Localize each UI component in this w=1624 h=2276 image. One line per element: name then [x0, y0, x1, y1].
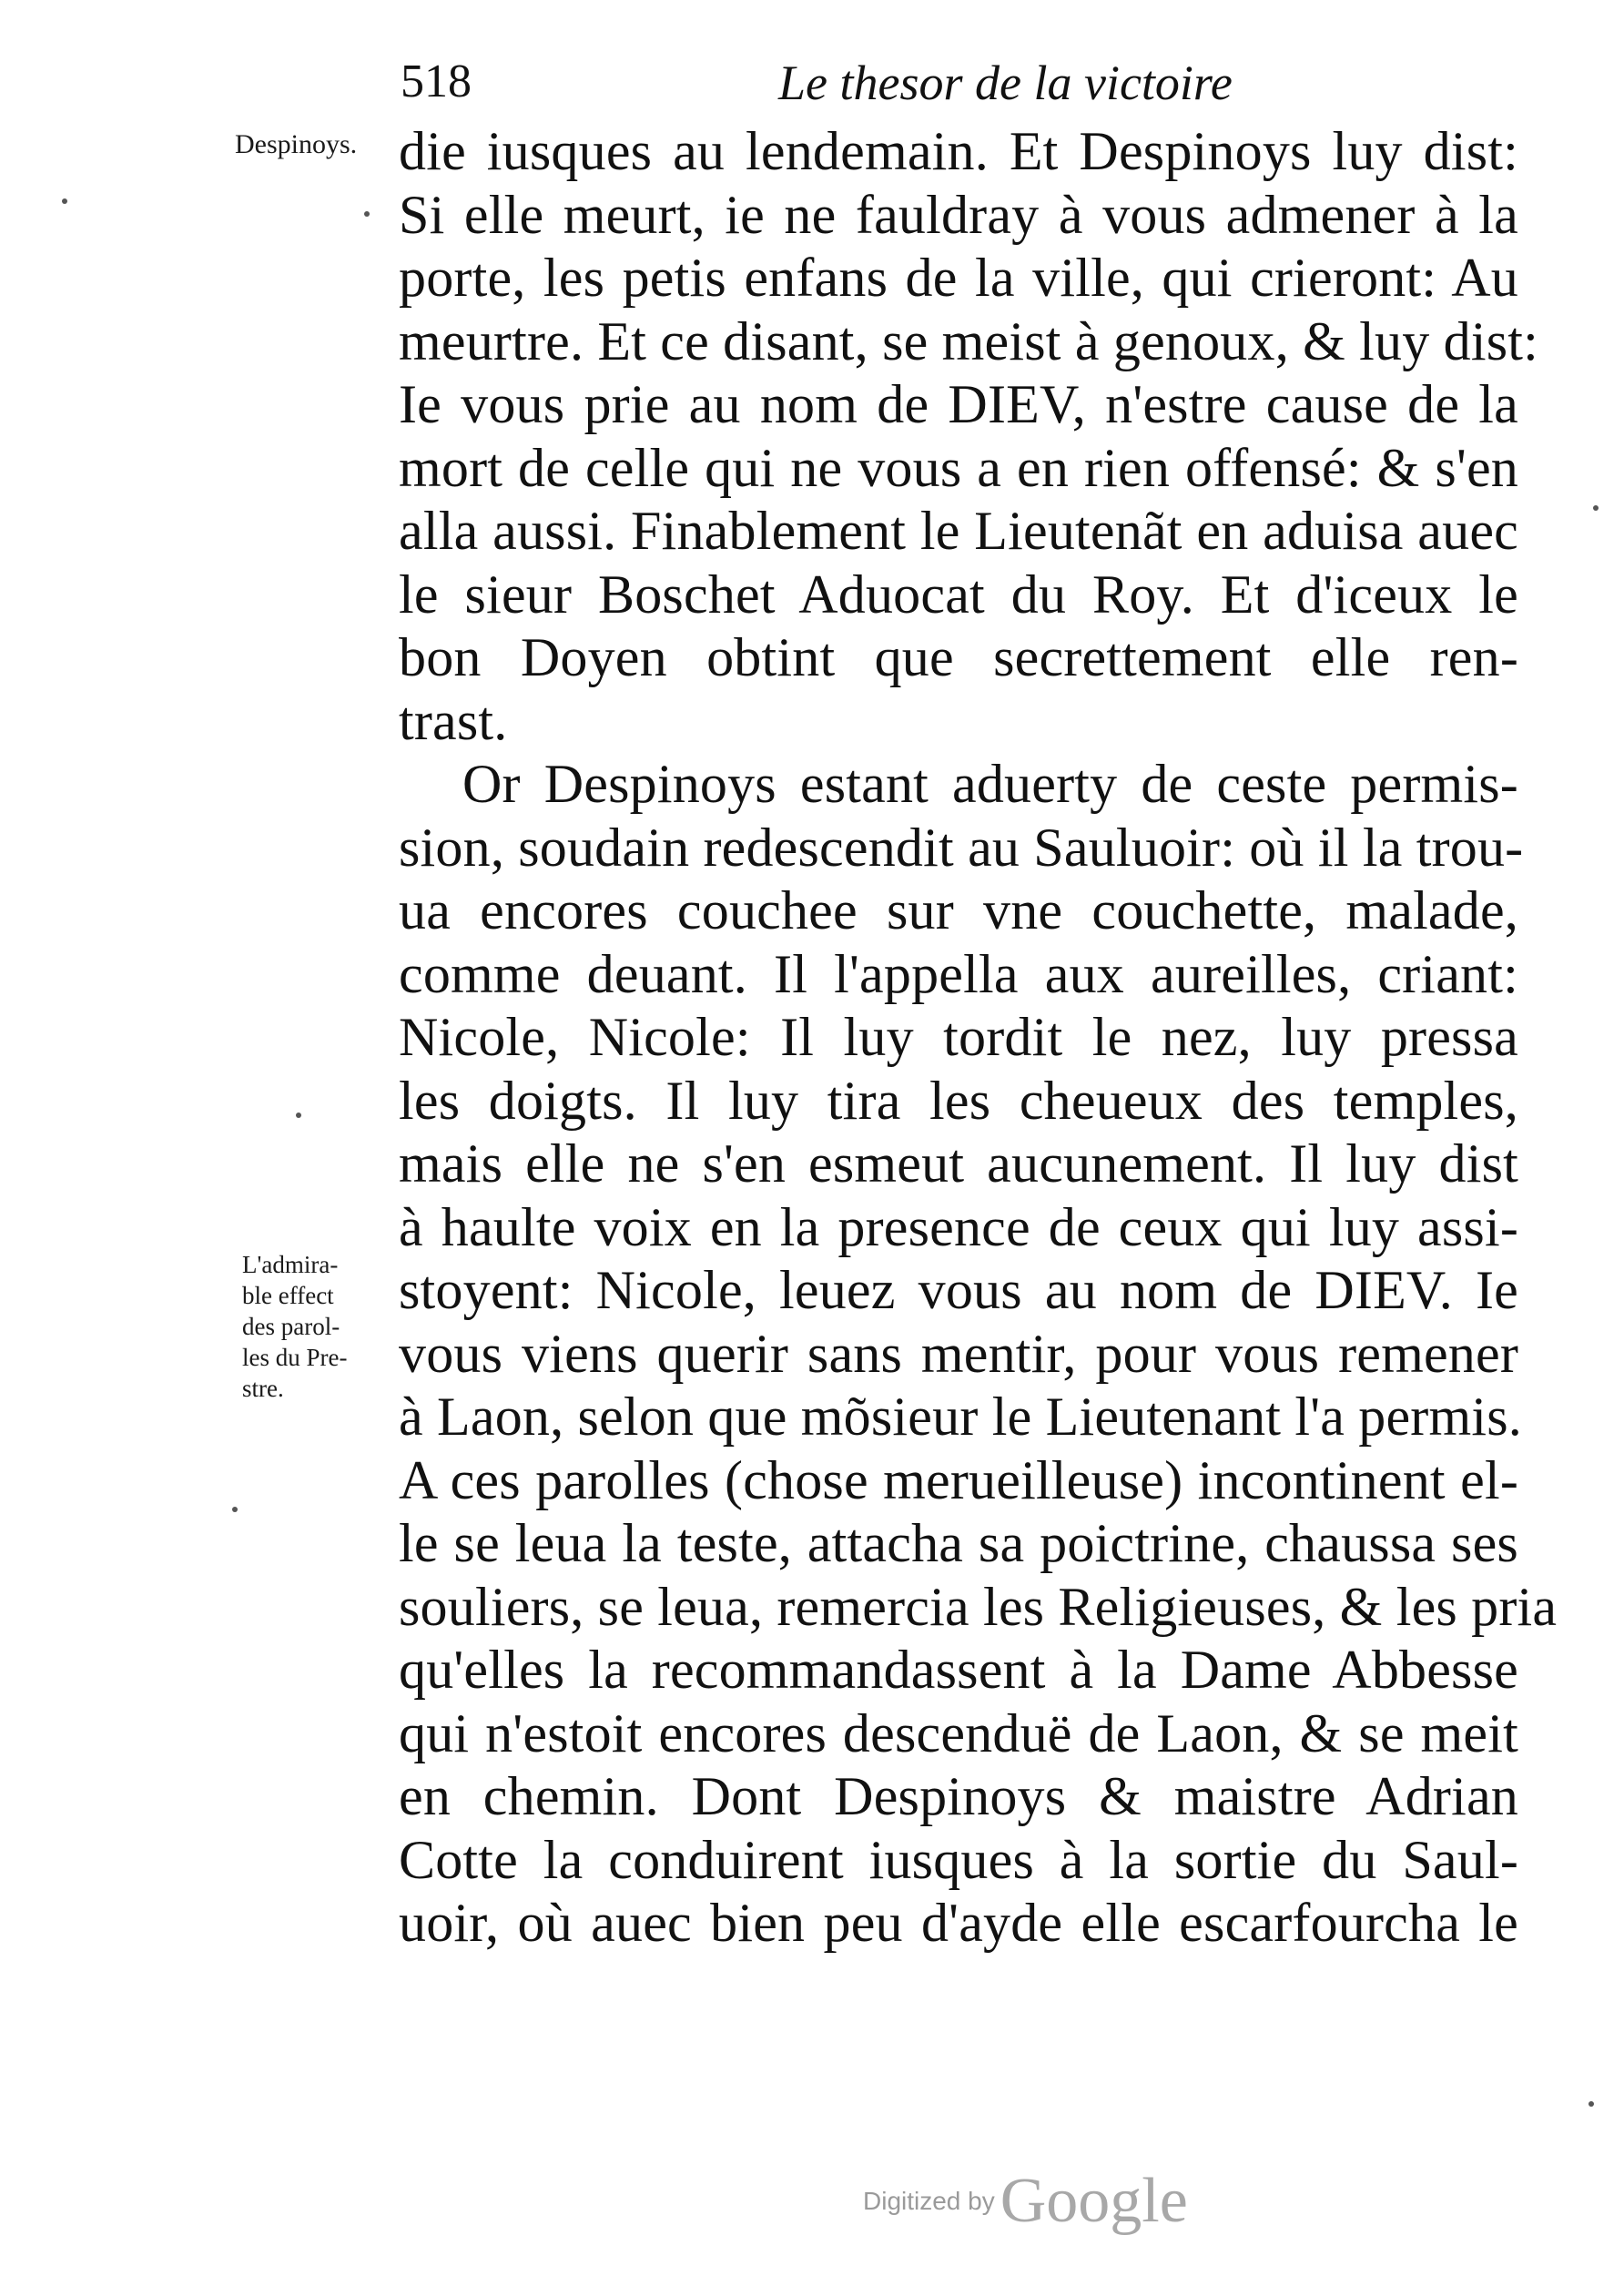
text-line: en chemin. Dont Despinoys & maistre Adrian: [399, 1766, 1518, 1826]
text-line: souliers, se leua, remercia les Religieuses, & les pria: [399, 1576, 1558, 1637]
text-line: uoir, où auec bien peu d'ayde elle escarfourcha le: [399, 1893, 1518, 1953]
margin-note-line: ble effect: [242, 1282, 334, 1309]
watermark-brand: Google: [1000, 2166, 1188, 2236]
text-line: Cotte la conduirent iusques à la sortie du Saul-: [399, 1829, 1518, 1890]
margin-note-line: L'admira-: [242, 1251, 339, 1278]
text-line: les doigts. Il luy tira les cheueux des temples,: [399, 1070, 1518, 1131]
margin-note-gloss: [242, 1249, 397, 1404]
scan-speck: [232, 1507, 238, 1512]
margin-note-line: des parol-: [242, 1313, 340, 1340]
text-line: comme deuant. Il l'appella aux aureilles, criant:: [399, 943, 1518, 1004]
text-line: mais elle ne s'en esmeut aucunement. Il luy dist: [399, 1133, 1518, 1194]
text-line: qu'elles la recommandassent à la Dame Abbesse: [399, 1640, 1518, 1700]
text-line: trast.: [399, 690, 508, 751]
text-line: Ie vous prie au nom de DIEV, n'estre cause de la: [399, 374, 1518, 434]
margin-note-speaker: Despinoys.: [235, 129, 358, 159]
scan-speck: [296, 1113, 301, 1118]
running-head: [391, 46, 1265, 118]
text-line: Si elle meurt, ie ne fauldray à vous admener à la: [399, 184, 1518, 245]
text-line: ua encores couchee sur vne couchette, malade,: [399, 880, 1518, 940]
body-text: [399, 120, 1558, 1956]
scan-speck: [1588, 2101, 1594, 2107]
scan-speck: [1593, 505, 1599, 511]
text-line: mort de celle qui ne vous a en rien offensé: & s'en: [399, 437, 1518, 498]
text-line: die iusques au lendemain. Et Despinoys luy dist:: [399, 121, 1518, 181]
text-line: à haulte voix en la presence de ceux qui luy assi-: [399, 1196, 1518, 1257]
scan-speck: [62, 198, 67, 204]
margin-note-line: stre.: [242, 1375, 284, 1402]
scan-speck: [364, 211, 370, 217]
digitization-watermark: [863, 2165, 1188, 2238]
page-number: 518: [401, 56, 472, 107]
text-line: bon Doyen obtint que secrettement elle ren-: [399, 627, 1518, 687]
text-line: stoyent: Nicole, leuez vous au nom de DIEV. Ie: [399, 1260, 1518, 1320]
text-line: sion, soudain redescendit au Sauluoir: où il la trou-: [399, 817, 1524, 878]
text-line: à Laon, selon que mõsieur le Lieutenant l'a permis.: [399, 1387, 1522, 1447]
text-line: Nicole, Nicole: Il luy tordit le nez, luy pressa: [399, 1007, 1518, 1067]
text-line: meurtre. Et ce disant, se meist à genoux, & luy dist:: [399, 310, 1538, 371]
paragraph-first-line: Or Despinoys estant aduerty de ceste permis-: [462, 754, 1518, 814]
text-line: le sieur Boschet Aduocat du Roy. Et d'iceux le: [399, 564, 1518, 625]
text-line: porte, les petis enfans de la ville, qui crieront: Au: [399, 248, 1518, 308]
text-line: A ces parolles (chose merueilleuse) incontinent el-: [399, 1449, 1518, 1510]
running-title: Le thesor de la victoire: [778, 56, 1233, 110]
text-line: alla aussi. Finablement le Lieutenãt en aduisa auec: [399, 501, 1518, 561]
text-line: vous viens querir sans mentir, pour vous remener: [399, 1323, 1518, 1384]
text-line: le se leua la teste, attacha sa poictrine, chaussa ses: [399, 1513, 1518, 1573]
watermark-prefix: Digitized by: [863, 2187, 995, 2215]
margin-note-line: les du Pre-: [242, 1344, 348, 1371]
text-line: qui n'estoit encores descenduë de Laon, & se meit: [399, 1702, 1518, 1763]
